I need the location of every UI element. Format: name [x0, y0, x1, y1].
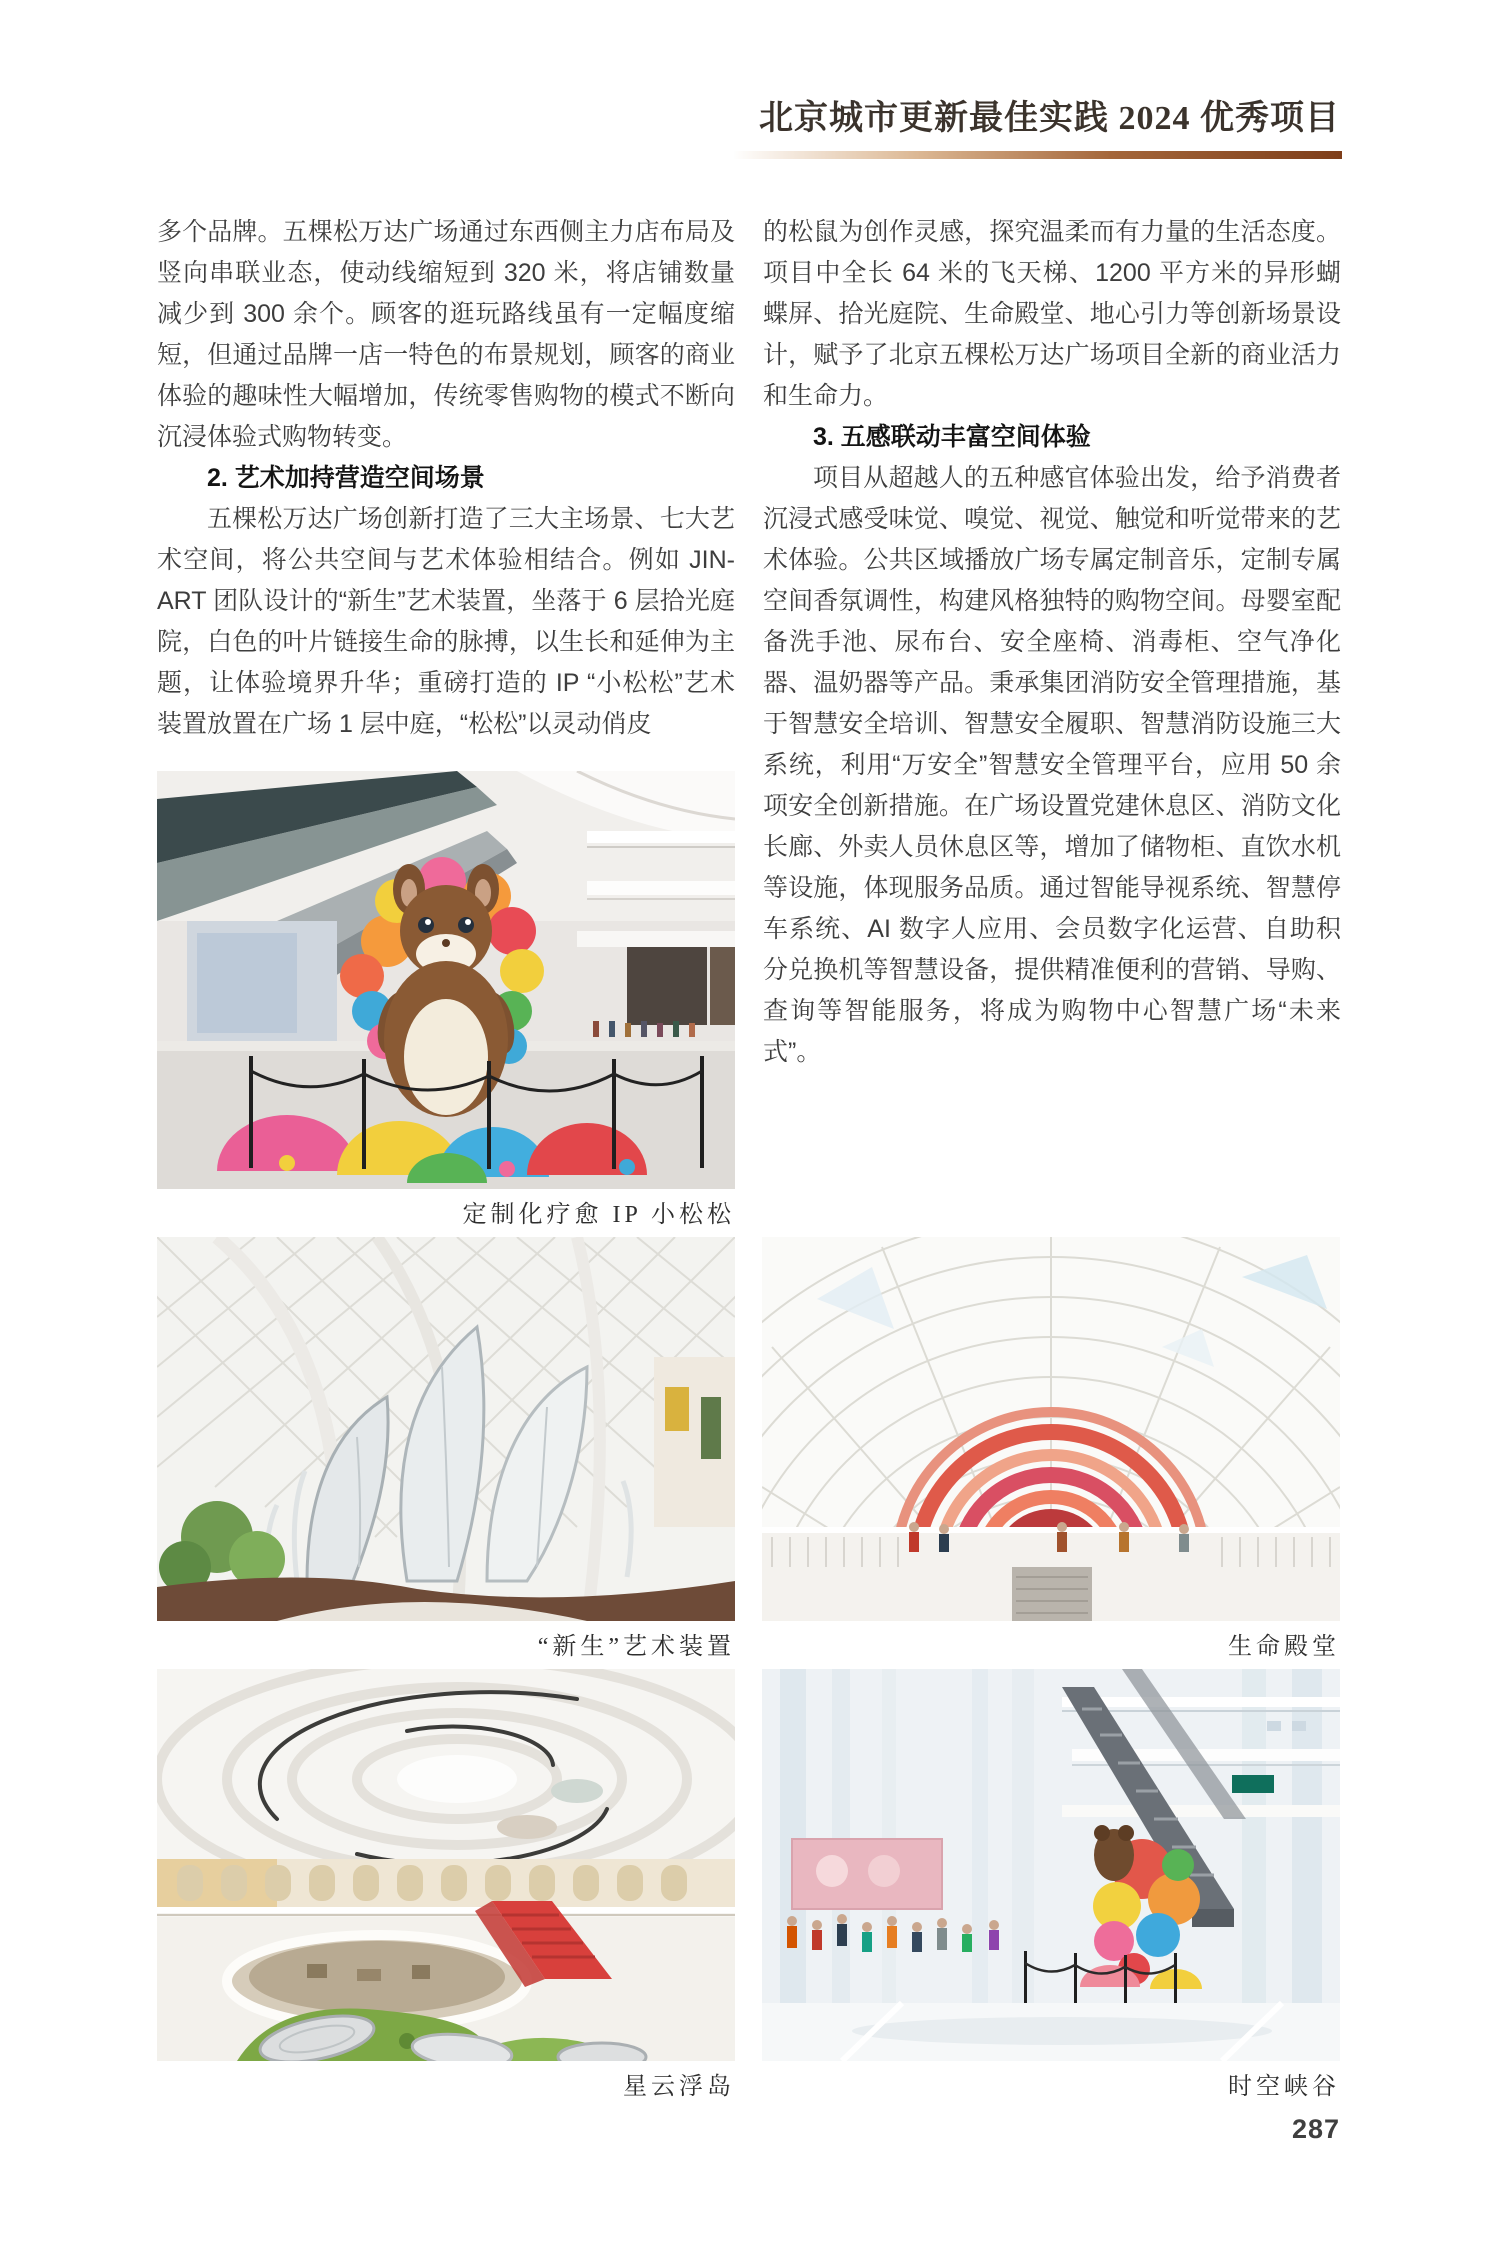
- photo-shengming-hall: [762, 1237, 1340, 1621]
- photo-xingyun-island: [157, 1669, 735, 2061]
- section-2-paragraph: 五棵松万达广场创新打造了三大主场景、七大艺术空间，将公共空间与艺术体验相结合。例如 JIN-ART 团队设计的“新生”艺术装置，坐落于 6 层拾光庭院，白色的叶片链接生命的脉搏，以生长和延伸为主题，让体验境界升华；重磅打造的 IP “小松松”艺术装置放置在广场 1 层中庭，“松松”以灵动俏皮: [157, 505, 735, 738]
- squirrel-ip-illustration: [157, 771, 735, 1189]
- figure-xinsheng: [157, 1237, 735, 1669]
- figure-shengming: [762, 1237, 1340, 1669]
- caption-squirrel-ip: 定制化疗愈 IP 小松松: [462, 1202, 735, 1228]
- xingyun-illustration: [157, 1669, 735, 2061]
- section-2-heading: 2. 艺术加持营造空间场景: [207, 464, 485, 492]
- shengming-illustration: [762, 1237, 1340, 1621]
- section-3-paragraph: 项目从超越人的五种感官体验出发，给予消费者沉浸式感受味觉、嗅觉、视觉、触觉和听觉带来的艺术体验。公共区域播放广场专属定制音乐，定制专属空间香氛调性，构建风格独特的购物空间。母婴室配备洗手池、尿布台、安全座椅、消毒柜、空气净化器、温奶器等产品。秉承集团消防安全管理措施，基于智慧安全培训、智慧安全履职、智慧消防设施三大系统，利用“万安全”智慧安全管理平台，应用 50 余项安全创新措施。在广场设置党建休息区、消防文化长廊、外卖人员休息区等，增加了储物柜、直饮水机等设施，体现服务品质。通过智能导视系统、智慧停车系统、AI 数字人应用、会员数字化运营、自助积分兑换机等智慧设备，提供精准便利的营销、导购、查询等智能服务，将成为购物中心智慧广场“未来式”。: [763, 464, 1341, 1066]
- page-number: 287: [1291, 2114, 1340, 2144]
- paragraph-continued: 的松鼠为创作灵感，探究温柔而有力量的生活态度。项目中全长 64 米的飞天梯、1200 平方米的异形蝴蝶屏、拾光庭院、生命殿堂、地心引力等创新场景设计，赋予了北京五棵松万达广场项目全新的商业活力和生命力。: [763, 218, 1341, 410]
- caption-xingyun: 星云浮岛: [623, 2074, 735, 2100]
- page-header-title: 北京城市更新最佳实践 2024 优秀项目: [759, 100, 1340, 137]
- figure-xingyun: [157, 1669, 735, 2103]
- caption-xinsheng: “新生”艺术装置: [537, 1634, 735, 1660]
- right-text-column: [763, 212, 1341, 1073]
- header-gradient-rule: [734, 151, 1342, 159]
- shikong-illustration: [762, 1669, 1340, 2061]
- photo-squirrel-ip: [157, 771, 735, 1189]
- photo-xinsheng-installation: [157, 1237, 735, 1621]
- photo-shikong-canyon: [762, 1669, 1340, 2061]
- figure-squirrel-ip: [157, 771, 735, 1231]
- caption-shengming: 生命殿堂: [1228, 1634, 1340, 1660]
- left-text-column: [157, 212, 735, 1231]
- section-3-heading: 3. 五感联动丰富空间体验: [813, 423, 1091, 451]
- figure-shikong: [762, 1669, 1340, 2103]
- paragraph-continued: 多个品牌。五棵松万达广场通过东西侧主力店布局及竖向串联业态，使动线缩短到 320 米，将店铺数量减少到 300 余个。顾客的逛玩路线虽有一定幅度缩短，但通过品牌一店一特色的布景规划，顾客的商业体验的趣味性大幅增加，传统零售购物的模式不断向沉浸体验式购物转变。: [157, 218, 735, 451]
- xinsheng-illustration: [157, 1237, 735, 1621]
- photo-grid: [157, 1237, 1340, 2103]
- caption-shikong: 时空峡谷: [1228, 2074, 1340, 2100]
